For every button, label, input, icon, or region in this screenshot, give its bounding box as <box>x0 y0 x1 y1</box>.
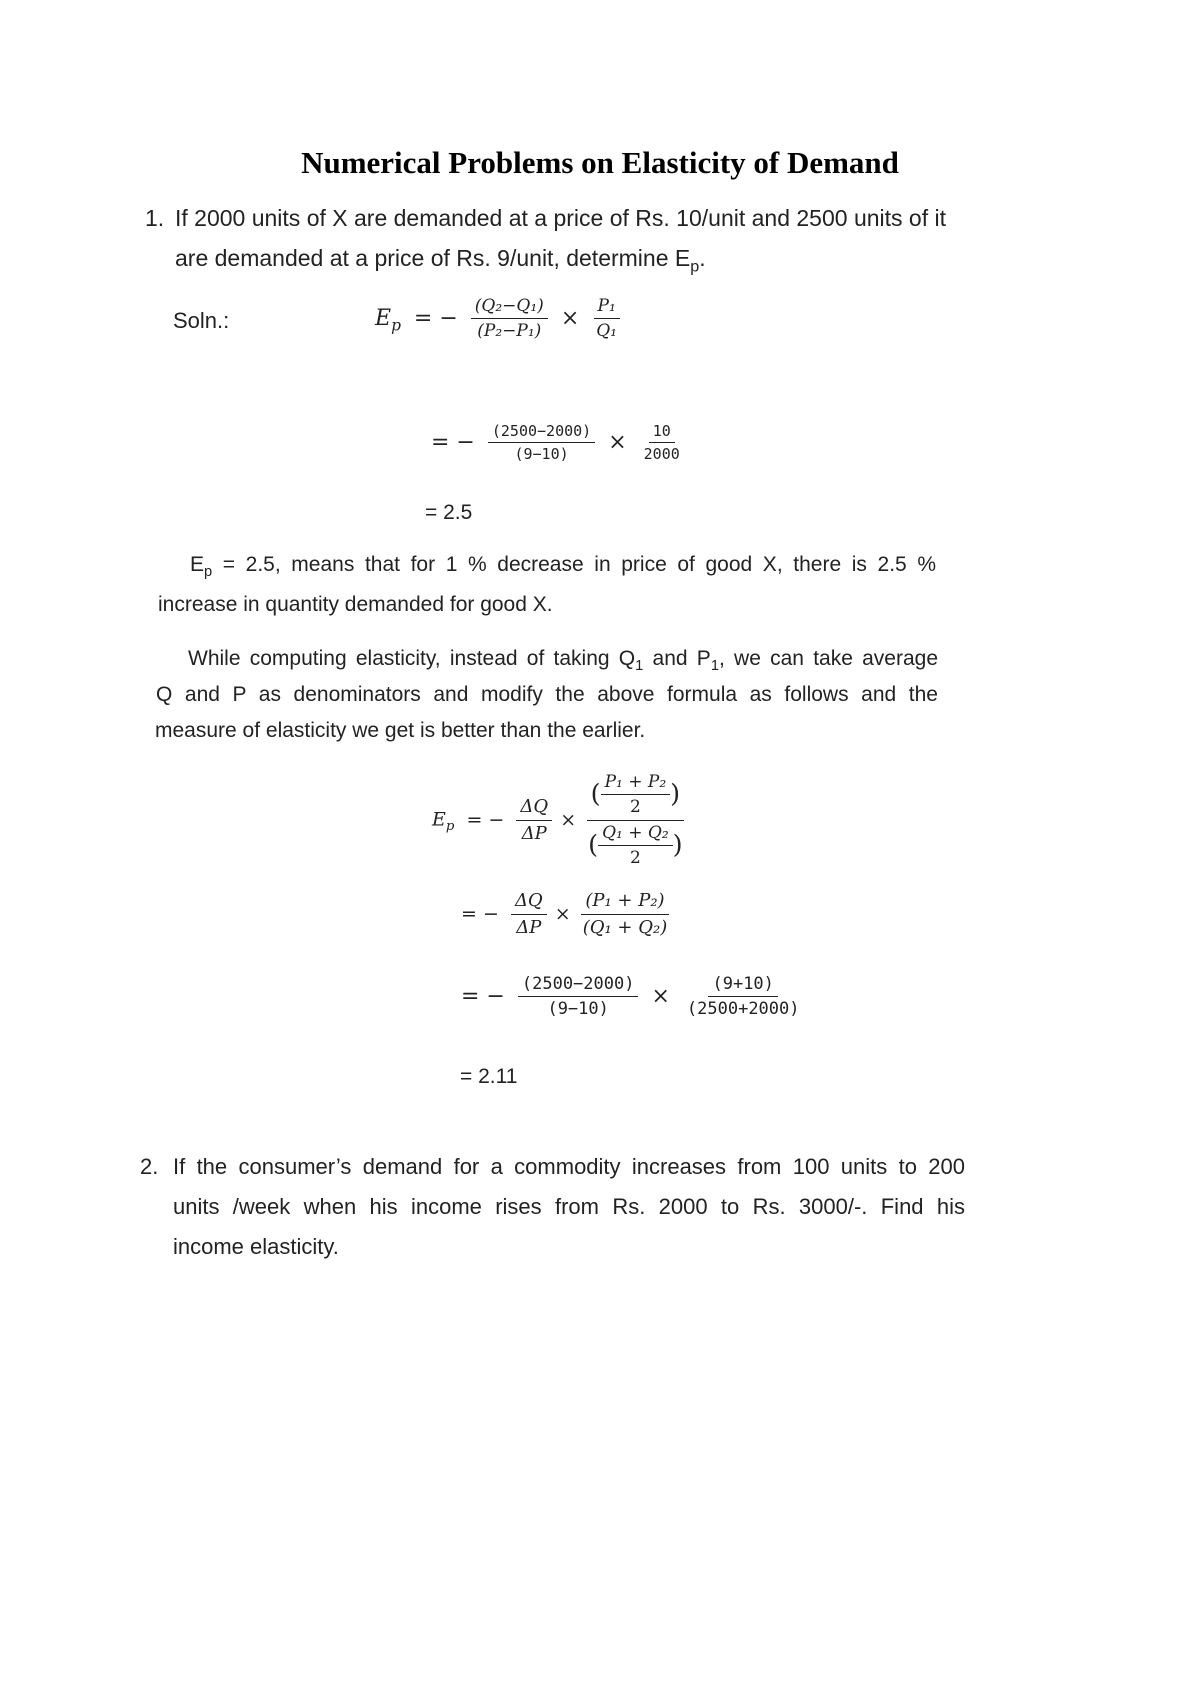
solution-label: Soln.: <box>173 308 230 333</box>
problem-2-line-2: units /week when his income rises from Rs. 2000 to Rs. 3000/-. Find his <box>173 1194 965 1219</box>
average-formula-simplified: = − $\frac{\Delta Q}{\Delta P}$ × $\frac{\text{(P₁ + P₂)}}{\text{(Q₁ + Q₂)}}$ <box>461 890 668 938</box>
problem-2-line-3: income elasticity. <box>173 1234 339 1259</box>
page-title: Numerical Problems on Elasticity of Demand <box>301 145 899 180</box>
result-2: = 2.11 <box>460 1065 518 1088</box>
problem-2-line-1: If the consumer’s demand for a commodity increases from 100 units to 200 <box>173 1154 965 1179</box>
interpretation-line-1: $E_p = 2.5$, means that for 1 % decrease in price of good X, there is 2.5 % <box>190 553 936 581</box>
paragraph-line-2: Q and P as denominators and modify the above formula as follows and the <box>156 683 938 706</box>
problem-1-line-2: are demanded at a price of Rs. 9/unit, determine $E_p$. <box>175 245 706 276</box>
interpretation-line-2: increase in quantity demanded for good X. <box>158 593 553 616</box>
problem-2-number: 2. <box>140 1154 159 1179</box>
problem-1-line-1: If 2000 units of X are demanded at a price of Rs. 10/unit and 2500 units of it <box>175 205 946 231</box>
paragraph-line-1: While computing elasticity, instead of taking $Q_1$ and $P_1$, we can take average <box>188 647 938 675</box>
problem-1-number: 1. <box>145 205 165 231</box>
elasticity-formula: $E_p$ = − $\frac{\text{(Q₂−Q₁)}}{\text{(P₂−P₁)}}$ × $\frac{\text{P₁}}{\text{Q₁}}$ <box>375 296 621 342</box>
result-1: = 2.5 <box>425 501 473 524</box>
average-substitution-step: = − $\frac{(2500-2000)}{(9-10)}$ × $\frac{(9+10)}{(2500+2000)}$ <box>461 974 800 1020</box>
substitution-step: = − $\frac{(2500-2000)}{(9-10)}$ × $\frac{10}{2000}$ <box>431 422 680 463</box>
average-elasticity-formula: $E_p$ = − $\frac{\Delta Q}{\Delta P}$ × ( $\frac{\text{P₁ + P₂}}{2}$ ) ( $\frac{\text{Q₁ + Q₂}}{2}$ ) <box>432 772 683 869</box>
paragraph-line-3: measure of elasticity we get is better than the earlier. <box>155 719 646 742</box>
